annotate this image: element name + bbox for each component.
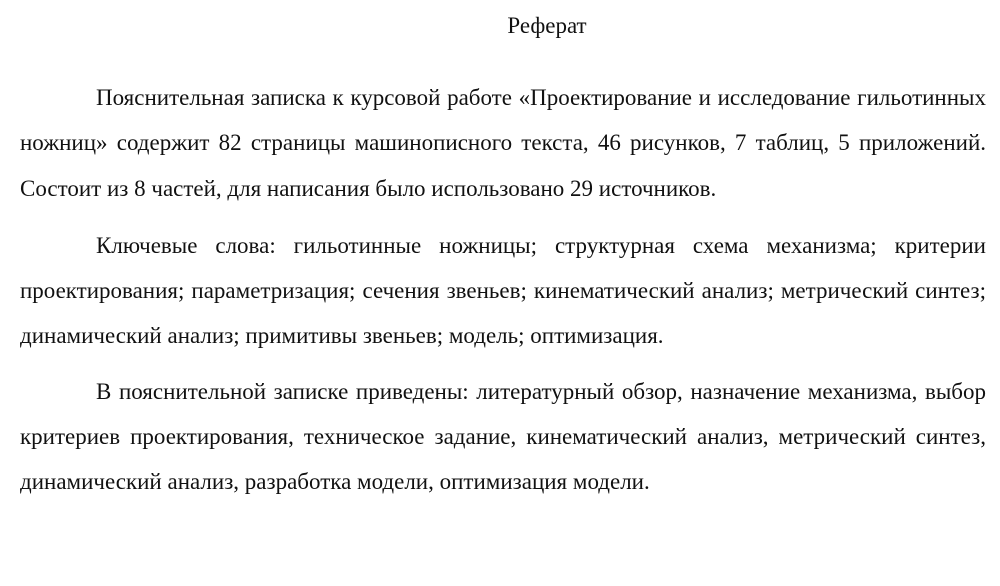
paragraph-summary: Пояснительная записка к курсовой работе «Проектирование и исследование гильотинных ножниц» содержит 82 страницы машинописного текста, 46 рисунков, 7 таблиц, 5 приложений. Состоит из 8 частей, для написания было использовано 29 источников. bbox=[20, 85, 986, 201]
paragraph-keywords: Ключевые слова: гильотинные ножницы; структурная схема механизма; критерии проектирования; параметризация; сечения звеньев; кинематический анализ; метрический синтез; динамический анализ; примитивы звеньев; модель; оптимизация. bbox=[20, 232, 986, 349]
paragraph-contents: В пояснительной записке приведены: литературный обзор, назначение механизма, выбор критериев проектирования, техническое задание, кинематический анализ, метрический синтез, динамический анализ, разработка модели, оптимизация модели. bbox=[20, 378, 986, 495]
document-page bbox=[20, 0, 986, 505]
document-title: Реферат bbox=[507, 13, 587, 38]
